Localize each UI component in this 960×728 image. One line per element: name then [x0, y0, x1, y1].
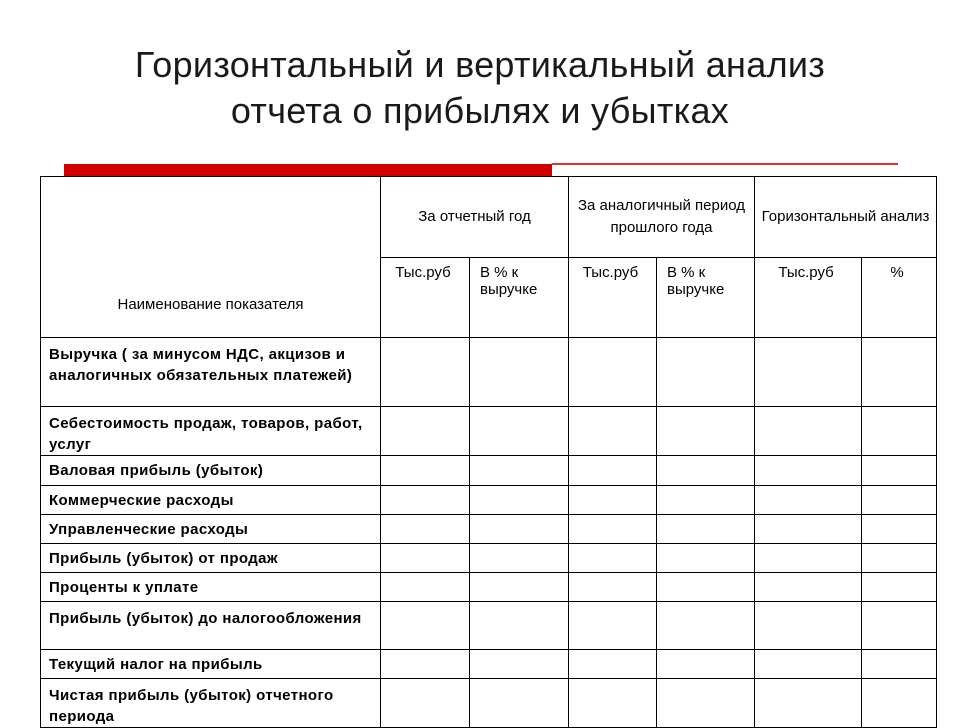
data-cell [657, 544, 755, 573]
data-cell [470, 407, 569, 456]
data-cell [657, 338, 755, 407]
data-cell [381, 338, 470, 407]
data-cell [569, 338, 657, 407]
data-cell [381, 679, 470, 728]
table-row [41, 456, 937, 486]
row-label: Выручка ( за минусом НДС, акцизов и аналогичных обязательных платежей) [41, 338, 381, 407]
row-label: Прибыль (убыток) от продаж [41, 544, 381, 573]
analysis-table [40, 176, 937, 728]
table-row [41, 486, 937, 515]
data-cell [862, 650, 937, 679]
data-cell [381, 602, 470, 650]
data-cell [381, 407, 470, 456]
row-label: Управленческие расходы [41, 515, 381, 544]
data-cell [862, 573, 937, 602]
data-cell [381, 486, 470, 515]
data-cell [470, 338, 569, 407]
data-cell [569, 515, 657, 544]
data-cell [862, 679, 937, 728]
group-header-current-year: За отчетный год [381, 177, 569, 258]
row-label: Валовая прибыль (убыток) [41, 456, 381, 486]
data-cell [470, 544, 569, 573]
data-cell [569, 456, 657, 486]
data-cell [470, 679, 569, 728]
data-cell [755, 515, 862, 544]
data-cell [470, 515, 569, 544]
data-cell [755, 602, 862, 650]
data-cell [470, 573, 569, 602]
table-row [41, 650, 937, 679]
data-cell [569, 407, 657, 456]
data-cell [657, 456, 755, 486]
data-cell [657, 679, 755, 728]
table-row [41, 407, 937, 456]
accent-bar [64, 164, 552, 176]
data-cell [381, 573, 470, 602]
data-cell [569, 650, 657, 679]
row-label: Проценты к уплате [41, 573, 381, 602]
data-cell [755, 407, 862, 456]
table-row [41, 544, 937, 573]
subheader-cell: Тыс.руб [569, 258, 657, 338]
subheader-cell: Тыс.руб [381, 258, 470, 338]
data-cell [381, 544, 470, 573]
subheader-cell: % [862, 258, 937, 338]
table-row [41, 573, 937, 602]
data-cell [657, 486, 755, 515]
name-header: Наименование показателя [41, 177, 381, 338]
data-cell [381, 515, 470, 544]
data-cell [657, 515, 755, 544]
accent-line [552, 163, 898, 165]
data-cell [755, 486, 862, 515]
data-cell [755, 573, 862, 602]
data-cell [470, 602, 569, 650]
data-cell [755, 338, 862, 407]
data-cell [755, 650, 862, 679]
subheader-cell: В % к выручке [470, 258, 569, 338]
data-cell [755, 679, 862, 728]
table-row [41, 679, 937, 728]
group-header-previous-year: За аналогичный период прошлого года [569, 177, 755, 258]
data-cell [862, 515, 937, 544]
data-cell [381, 456, 470, 486]
data-cell [381, 650, 470, 679]
row-label: Текущий налог на прибыль [41, 650, 381, 679]
data-cell [470, 456, 569, 486]
data-cell [862, 338, 937, 407]
subheader-cell: В % к выручке [657, 258, 755, 338]
row-label: Прибыль (убыток) до налогообложения [41, 602, 381, 650]
data-cell [657, 573, 755, 602]
data-cell [569, 602, 657, 650]
data-cell [862, 407, 937, 456]
group-header-horizontal: Горизонтальный анализ [755, 177, 937, 258]
table-row [41, 338, 937, 407]
data-cell [862, 602, 937, 650]
title-line-2: отчета о прибылях и убытках [230, 90, 730, 131]
data-cell [755, 544, 862, 573]
data-cell [862, 456, 937, 486]
data-cell [569, 544, 657, 573]
data-cell [569, 679, 657, 728]
data-cell [862, 486, 937, 515]
title-line-1: Горизонтальный и вертикальный анализ [134, 44, 826, 85]
slide-title [0, 42, 960, 134]
data-cell [569, 573, 657, 602]
data-cell [470, 650, 569, 679]
data-cell [569, 486, 657, 515]
data-cell [657, 407, 755, 456]
data-cell [755, 456, 862, 486]
row-label: Чистая прибыль (убыток) отчетного периода [41, 679, 381, 728]
data-cell [657, 602, 755, 650]
data-cell [657, 650, 755, 679]
row-label: Себестоимость продаж, товаров, работ, услуг [41, 407, 381, 456]
subheader-cell: Тыс.руб [755, 258, 862, 338]
header-row [41, 177, 937, 258]
table-row [41, 602, 937, 650]
data-cell [862, 544, 937, 573]
row-label: Коммерческие расходы [41, 486, 381, 515]
table-row [41, 515, 937, 544]
data-cell [470, 486, 569, 515]
